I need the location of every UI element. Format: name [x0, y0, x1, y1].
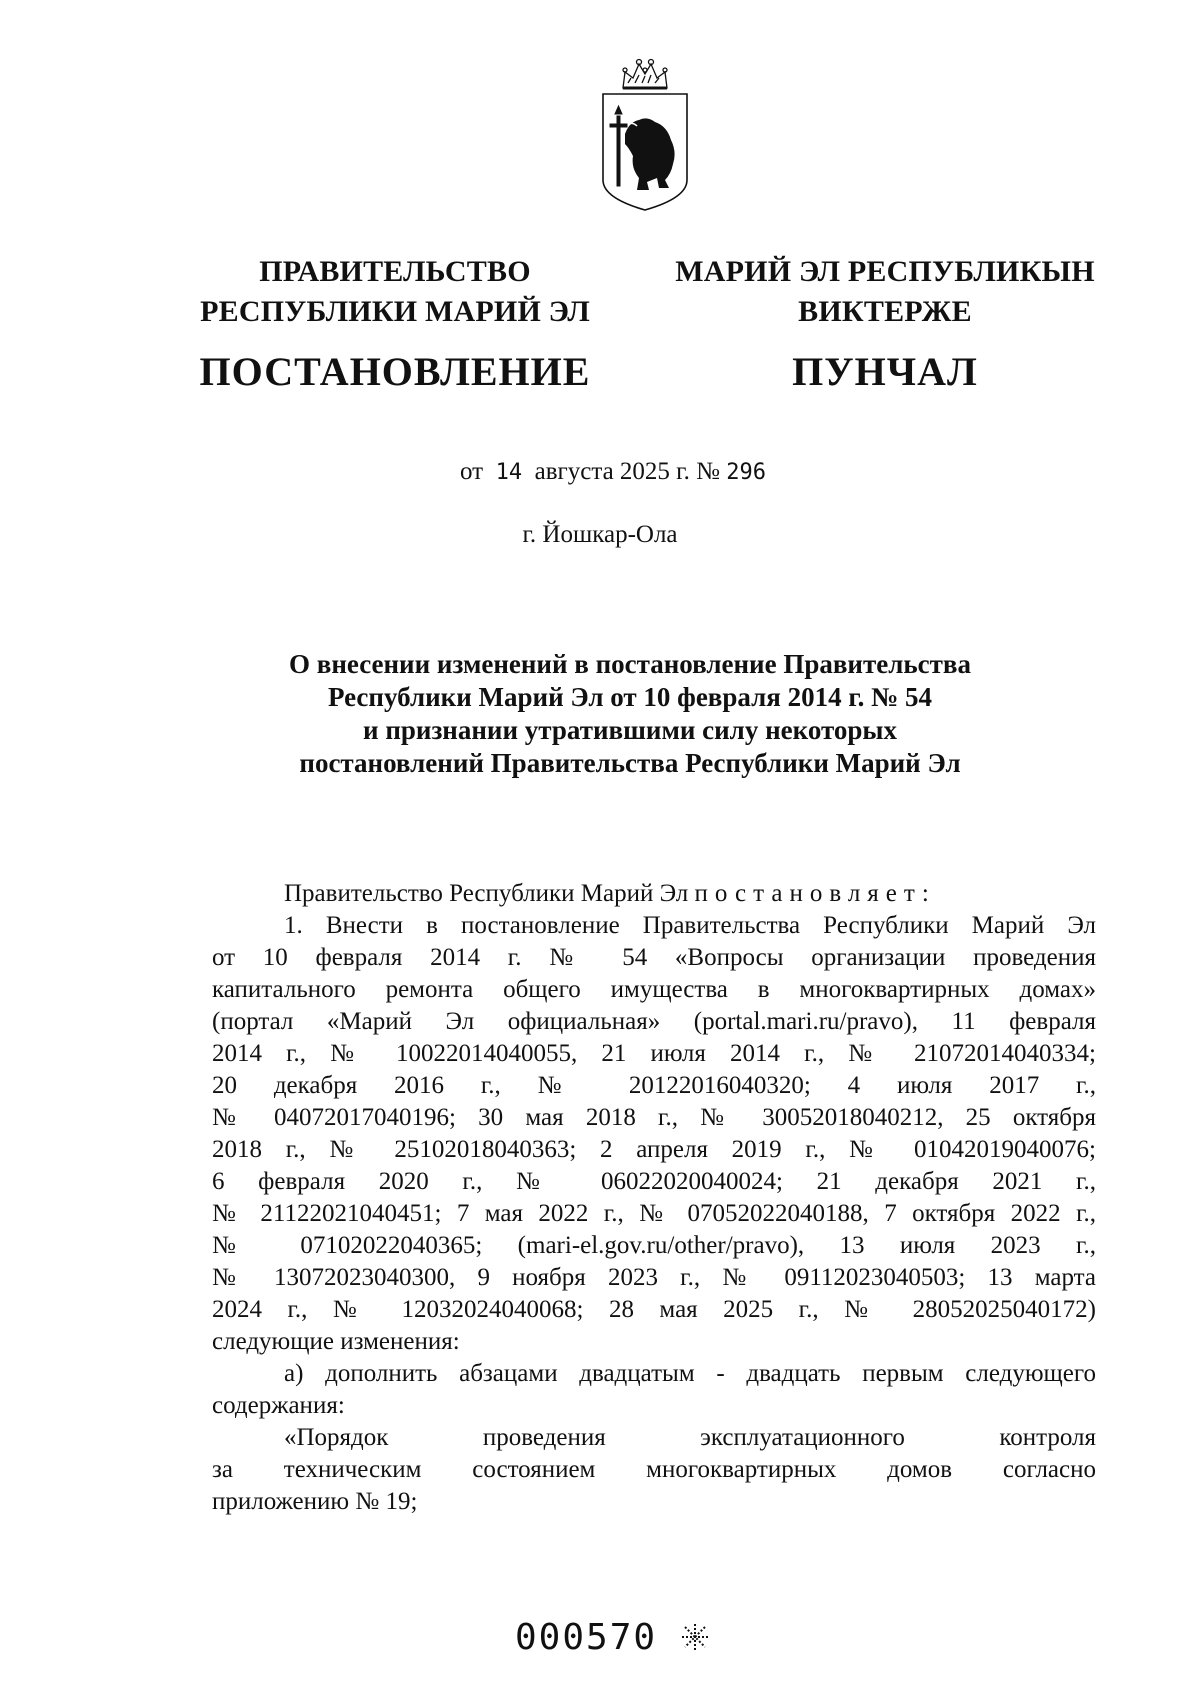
para1-line: № 13072023040300, 9 ноября 2023 г., № 09112023040503; 13 марта	[212, 1264, 1096, 1291]
para-a-line: содержания:	[212, 1392, 345, 1419]
document-city: г. Йошкар-Ола	[522, 521, 678, 548]
bear-icon	[625, 118, 675, 190]
title-line: О внесении изменений в постановление Правительства	[289, 649, 971, 679]
intro-spaced-word: постановляет:	[694, 880, 936, 907]
intro-paragraph	[212, 878, 1096, 910]
quote-line: за техническим состоянием многоквартирных домов согласно	[212, 1456, 1096, 1483]
intro-text: Правительство Республики Марий Эл	[284, 880, 695, 907]
quote-line: «Порядок проведения эксплуатационного контроля	[284, 1424, 1096, 1451]
sword-icon	[610, 106, 627, 186]
title-line: Республики Марий Эл от 10 февраля 2014 г. № 54	[327, 682, 932, 712]
serial-number: 000570	[515, 1617, 658, 1658]
date-day: 14	[495, 460, 523, 485]
para-a-line: а) дополнить абзацами двадцатым - двадцать первым следующего	[284, 1360, 1096, 1387]
header-right-line2: ВИКТЕРЖЕ	[798, 295, 972, 328]
title-line: постановлений Правительства Республики Марий Эл	[299, 748, 961, 778]
title-line: и признании утратившими силу некоторых	[363, 715, 897, 745]
para1-line: (портал «Марий Эл официальная» (portal.mari.ru/pravo), 11 февраля	[212, 1008, 1096, 1035]
date-rest: августа 2025 г. №	[534, 458, 720, 485]
para1-line: 2018 г., № 25102018040363; 2 апреля 2019 г., № 01042019040076;	[212, 1136, 1096, 1163]
para1-line: следующие изменения:	[212, 1328, 460, 1355]
header-right-doc-type: ПУНЧАЛ	[792, 349, 978, 394]
para1-line: 20 декабря 2016 г., № 20122016040320; 4 июля 2017 г.,	[212, 1072, 1096, 1099]
asterisk-stamp-icon	[680, 1622, 710, 1652]
para1-line: 1. Внести в постановление Правительства Республики Марий Эл	[284, 912, 1096, 939]
document-body	[212, 878, 1096, 1518]
para1-line: от 10 февраля 2014 г. № 54 «Вопросы организации проведения	[212, 944, 1096, 971]
para1-line: № 21122021040451; 7 мая 2022 г., № 07052022040188, 7 октября 2022 г.,	[212, 1200, 1096, 1227]
header-left-line2: РЕСПУБЛИКИ МАРИЙ ЭЛ	[200, 295, 590, 328]
header-right-line1: МАРИЙ ЭЛ РЕСПУБЛИКЫН	[675, 255, 1095, 288]
header-left-doc-type: ПОСТАНОВЛЕНИЕ	[199, 349, 591, 394]
header-left	[195, 252, 595, 398]
quote-line: приложению № 19;	[212, 1488, 418, 1515]
header-right	[665, 252, 1105, 398]
para1-line: 2024 г., № 12032024040068; 28 мая 2025 г., № 28052025040172)	[212, 1296, 1096, 1323]
para1-line: 2014 г., № 10022014040055, 21 июля 2014 г., № 21072014040334;	[212, 1040, 1096, 1067]
crown-icon	[623, 60, 667, 89]
para1-line: 6 февраля 2020 г., № 06022020040024; 21 декабря 2021 г.,	[212, 1168, 1096, 1195]
header-left-line1: ПРАВИТЕЛЬСТВО	[259, 255, 531, 288]
document-dateline	[460, 458, 766, 486]
coat-of-arms-emblem	[595, 48, 695, 228]
date-prefix: от	[460, 458, 484, 485]
para1-line: капитального ремонта общего имущества в многоквартирных домах»	[212, 976, 1096, 1003]
document-title	[200, 648, 1060, 780]
document-number: 296	[726, 460, 766, 485]
para1-line: № 04072017040196; 30 мая 2018 г., № 30052018040212, 25 октября	[212, 1104, 1096, 1131]
para1-line: № 07102022040365; (mari-el.gov.ru/other/pravo), 13 июля 2023 г.,	[212, 1232, 1096, 1259]
